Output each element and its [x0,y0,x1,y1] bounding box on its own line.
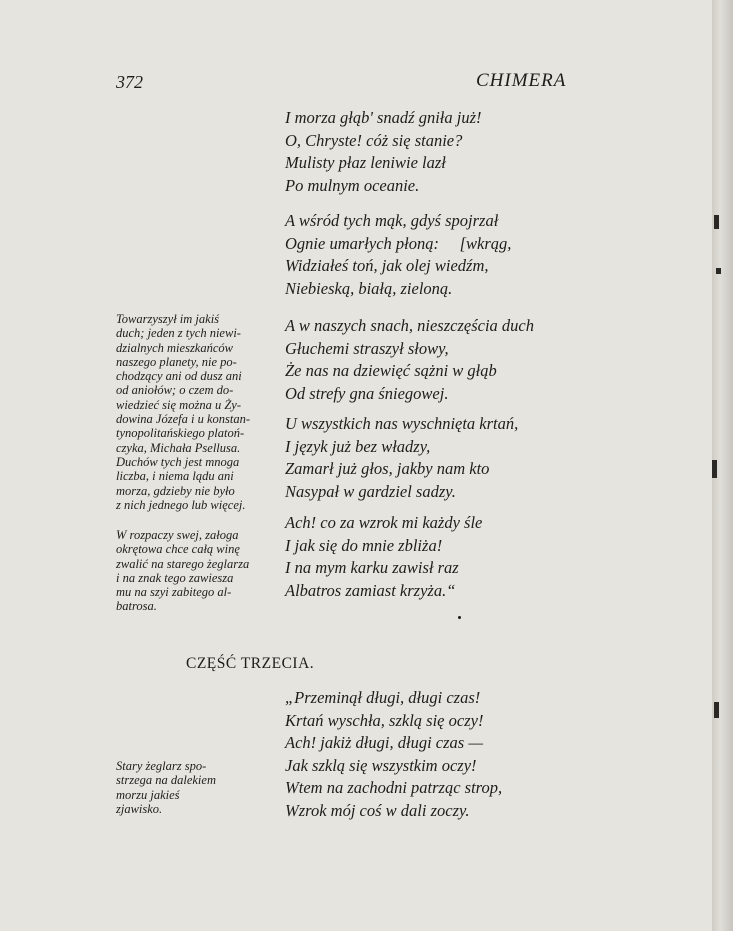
verse-line: Nasypał w gardziel sadzy. [285,481,456,501]
stanza-2 [285,210,511,300]
verse-line: Wtem na zachodni patrząc strop, [285,778,503,798]
gloss-line: duch; jeden z tych niewi- [116,326,241,341]
stanza-4 [285,413,518,503]
verse-line: Ognie umarłych płoną: [wkrąg, [285,233,512,253]
verse-line: Ach! co za wzrok mi każdy śle [285,513,483,532]
verse-line: Mulisty płaz leniwie lazł [285,153,446,173]
stanza-5 [285,512,482,602]
gloss-line: zjawisko. [116,801,163,816]
verse-line: Jak szklą się wszystkim oczy! [285,755,477,775]
gloss-line: liczba, i niema lądu ani [116,469,234,484]
stanza-1 [285,107,482,197]
verse-line: „Przeminął długi, długi czas! [285,688,481,707]
verse-line: Wzrok mój coś w dali zoczy. [285,800,470,820]
margin-gloss-3 [116,759,216,816]
margin-gloss-2 [116,528,249,614]
gloss-line: dowina Józefa i u konstan- [116,412,251,427]
gloss-line: naszego planety, nie po- [116,354,237,369]
verse-line: I morza głąb' snadź gniła już! [285,108,482,127]
gloss-line: chodzący ani od dusz ani [116,369,242,384]
verse-line: Po mulnym oceanie. [285,175,420,195]
verse-line: Ach! jakiż długi, długi czas — [285,733,483,753]
gloss-line: czyka, Michała Psellusa. [116,440,241,455]
verse-line: Że nas na dziewięć sążni w głąb [285,361,497,381]
verse-line: Krtań wyschła, szklą się oczy! [285,710,484,730]
gloss-line: z nich jednego lub więcej. [116,497,246,512]
verse-line: Zamarł już głos, jakby nam kto [285,459,490,479]
gloss-line: od aniołów; o czem do- [116,383,234,398]
verse-line: I na mym karku zawisł raz [285,558,459,578]
gloss-line: Stary żeglarz spo- [116,759,207,773]
gloss-line: morza, gdzieby nie było [116,483,235,498]
verse-line: U wszystkich nas wyschnięta krtań, [285,414,519,433]
verse-line: Od strefy gna śniegowej. [285,383,449,403]
running-title: CHIMERA [476,70,567,91]
stanza-3 [285,315,534,405]
gloss-line: strzega na dalekiem [116,773,216,788]
gloss-line: zwalić na starego żeglarza [116,556,250,571]
gloss-line: tynopolitańskiego platoń- [116,426,245,441]
gloss-line: mu na szyi zabitego al- [116,585,232,600]
gloss-line: i na znak tego zawiesza [116,570,234,585]
margin-gloss-1 [116,312,250,512]
edge-mark [716,268,721,274]
verse-line: A w naszych snach, nieszczęścia duch [285,316,534,335]
page-number: 372 [116,72,143,92]
gloss-line: dzialnych mieszkańców [116,340,233,355]
edge-mark [714,702,719,718]
verse-line: Głuchemi straszył słowy, [285,338,449,358]
printed-dot [458,616,461,619]
verse-line: I jak się do mnie zbliża! [285,535,443,555]
gloss-line: Duchów tych jest mnoga [116,454,240,469]
verse-line: Albatros zamiast krzyża.“ [285,580,456,600]
edge-mark [712,460,717,478]
gloss-line: Towarzyszył im jakiś [116,312,220,326]
gloss-line: wiedzieć się można u Ży- [116,397,241,412]
verse-line: Widziałeś toń, jak olej wiedźm, [285,256,489,276]
stanza-6 [285,687,502,823]
section-heading: CZĘŚĆ TRZECIA. [186,655,315,672]
page-edge [712,0,733,931]
gloss-line: batrosa. [116,599,157,614]
verse-line: I język już bez władzy, [285,436,431,456]
edge-mark [714,215,719,229]
verse-line: O, Chryste! cóż się stanie? [285,130,463,150]
gloss-line: okrętowa chce całą winę [116,542,240,557]
verse-line: A wśród tych mąk, gdyś spojrzał [285,211,499,230]
gloss-line: morzu jakieś [116,787,180,802]
verse-line: Niebieską, białą, zieloną. [285,278,453,298]
gloss-line: W rozpaczy swej, załoga [116,528,239,542]
